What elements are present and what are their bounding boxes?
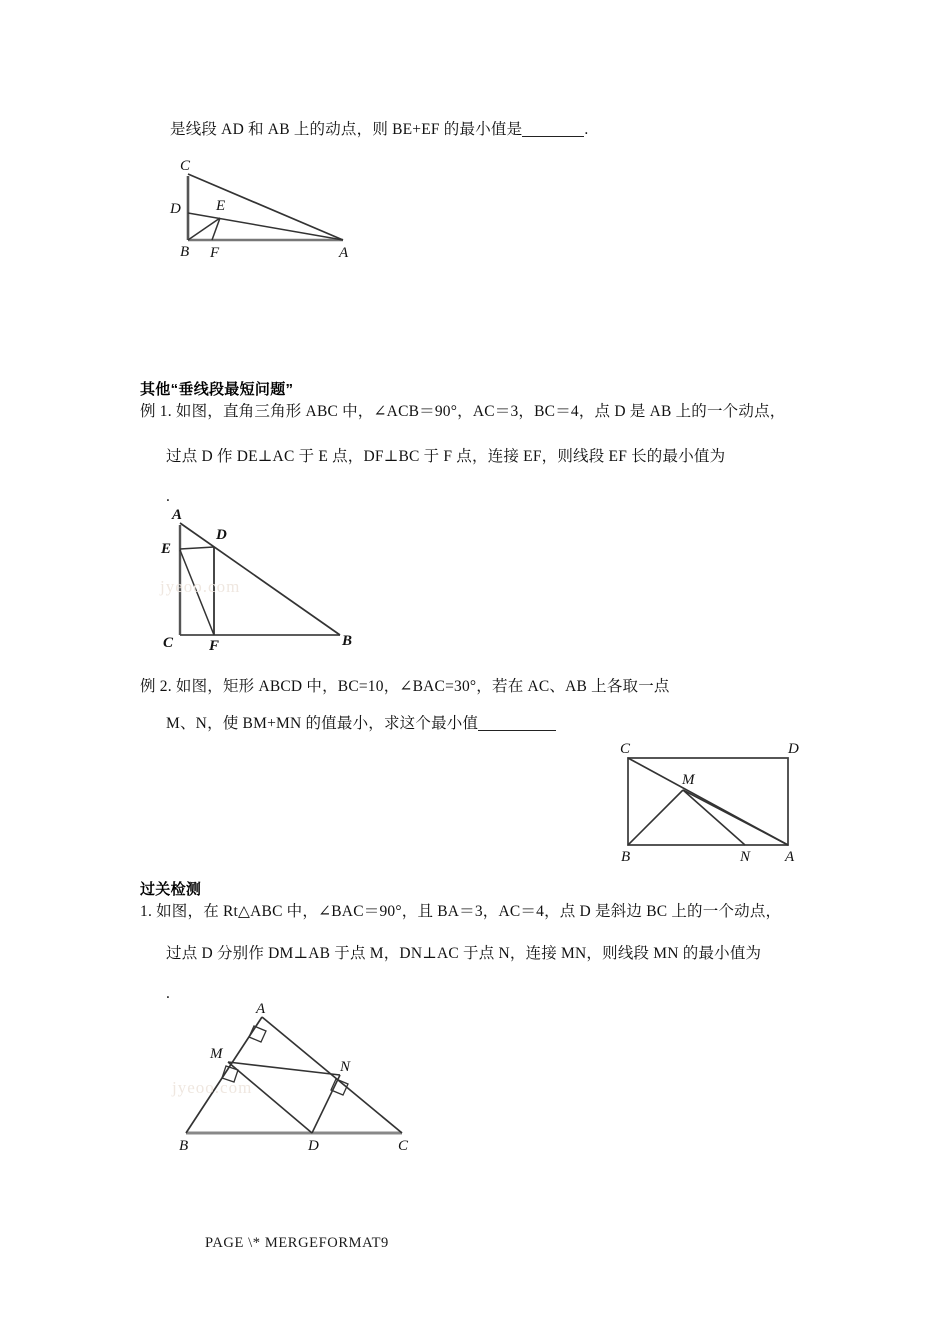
example2-line2-wrap — [166, 712, 556, 736]
figure-1 — [160, 158, 370, 266]
example2-answer-blank — [478, 730, 556, 731]
fig4-label-B: B — [179, 1138, 189, 1154]
fig4-label-N: N — [340, 1059, 351, 1075]
example1-line1: 例 1. 如图，直角三角形 ABC 中，∠ACB＝90°，AC＝3，BC＝4，点 D 是 AB 上的一个动点， — [140, 403, 786, 420]
fig4-label-D: D — [308, 1138, 319, 1154]
page-footer: PAGE \* MERGEFORMAT9 — [205, 1235, 389, 1251]
fig3-label-B: B — [621, 849, 631, 865]
fig1-label-B: B — [180, 244, 190, 260]
top-question-period: . — [584, 121, 589, 138]
fig3-label-D: D — [788, 741, 799, 757]
fig3-label-M: M — [682, 772, 695, 788]
fig2-label-C: C — [163, 635, 174, 651]
example1-line2: 过点 D 作 DE⊥AC 于 E 点，DF⊥BC 于 F 点，连接 EF，则线段 EF 长的最小值为 — [166, 448, 726, 465]
fig1-label-F: F — [210, 245, 220, 261]
fig2-label-F: F — [209, 638, 220, 654]
section-heading-other-shortest-perpendicular: 其他“垂线段最短问题” — [140, 381, 294, 398]
top-question-text: 是线段 AD 和 AB 上的动点，则 BE+EF 的最小值是 — [170, 121, 523, 138]
fig2-label-B: B — [342, 633, 353, 649]
section-heading-pass-test: 过关检测 — [140, 881, 202, 898]
problem1-line2: 过点 D 分别作 DM⊥AB 于点 M，DN⊥AC 于点 N，连接 MN，则线段 MN 的最小值为 — [166, 945, 762, 962]
fig4-label-M: M — [210, 1046, 223, 1062]
fig1-label-A: A — [339, 245, 349, 261]
fig4-label-A: A — [256, 1001, 266, 1017]
problem1-line1: 1. 如图，在 Rt△ABC 中，∠BAC＝90°，且 BA＝3，AC＝4，点 D 是斜边 BC 上的一个动点， — [140, 903, 782, 920]
example2-line2: M、N，使 BM+MN 的值最小，求这个最小值 — [166, 715, 479, 732]
answer-blank — [522, 136, 584, 137]
fig2-label-A: A — [172, 507, 183, 523]
fig2-label-E: E — [161, 541, 172, 557]
fig1-label-E: E — [216, 198, 226, 214]
top-question-paragraph — [170, 118, 830, 142]
fig3-label-C: C — [620, 741, 631, 757]
fig3-label-A: A — [785, 849, 795, 865]
example2-line1: 例 2. 如图，矩形 ABCD 中，BC=10，∠BAC=30°，若在 AC、AB 上各取一点 — [140, 678, 670, 695]
watermark-figure-2: jyeoo.com — [160, 577, 241, 596]
problem1-line3: . — [166, 985, 171, 1002]
fig4-label-C: C — [398, 1138, 409, 1154]
fig1-label-D: D — [170, 201, 181, 217]
watermark-figure-4: jyeoo.com — [172, 1078, 253, 1097]
example1-line3: . — [166, 488, 171, 505]
fig2-label-D: D — [216, 527, 227, 543]
fig1-label-C: C — [180, 158, 191, 174]
figure-3 — [600, 740, 820, 865]
fig3-label-N: N — [740, 849, 751, 865]
